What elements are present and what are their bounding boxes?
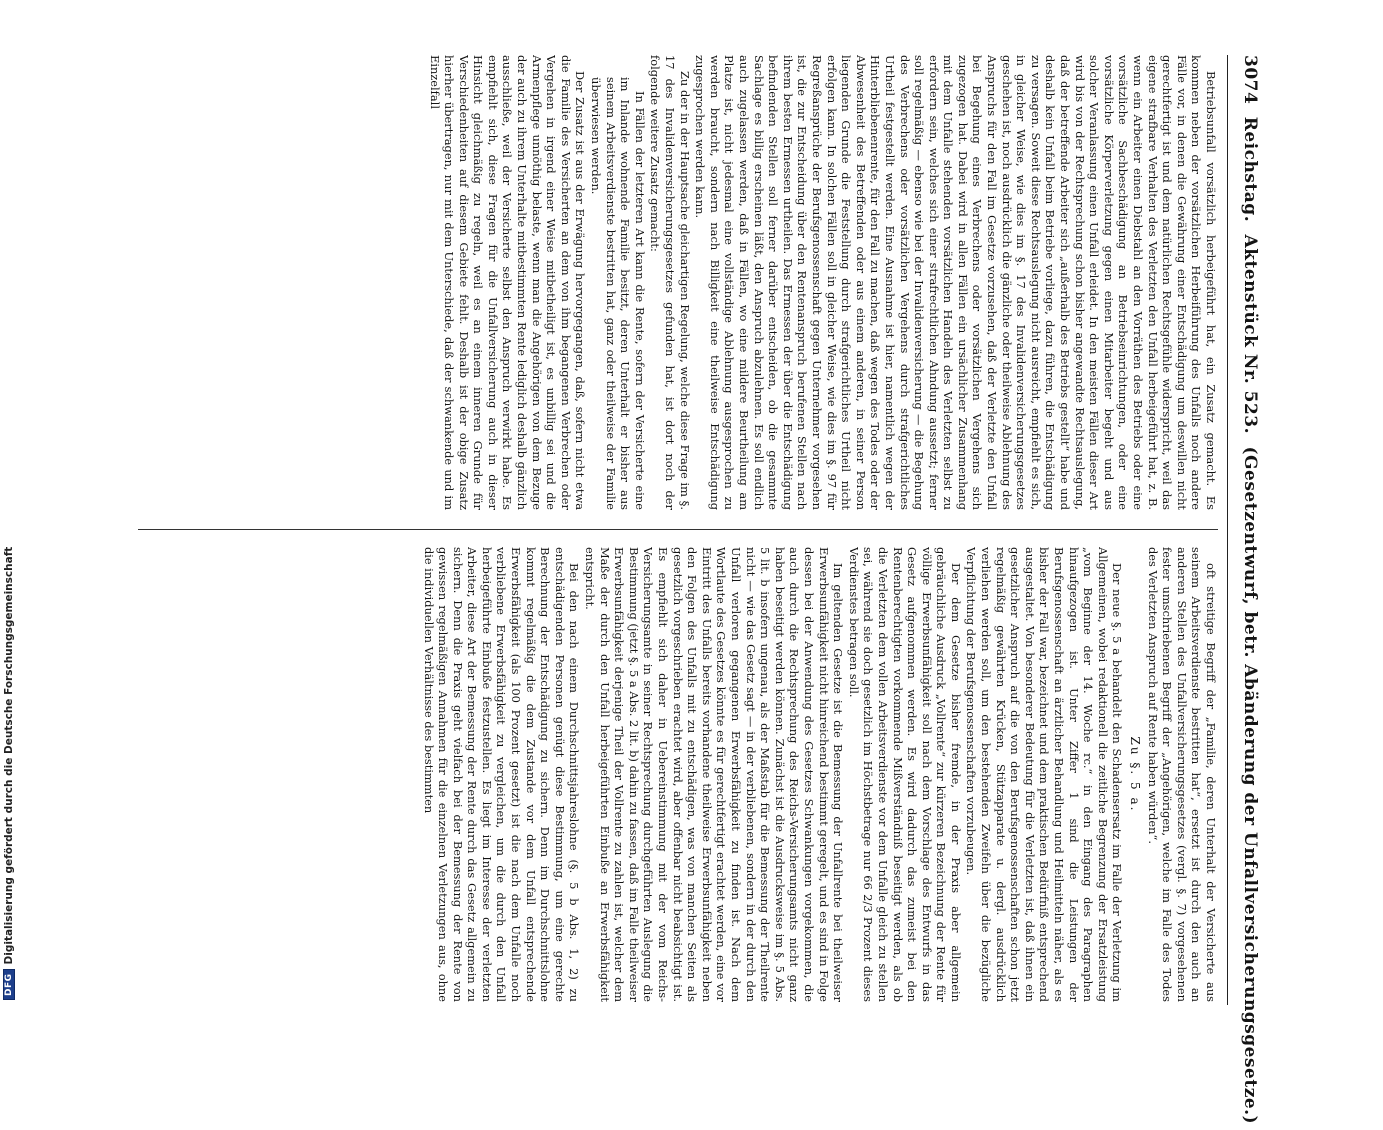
column-divider	[138, 529, 1218, 530]
right-column	[78, 547, 1218, 1002]
scanned-page	[70, 55, 1260, 1125]
document-subject: (Gesetzentwurf, betr. Abänderung der Unfallversicherungsgesetze.)	[1240, 446, 1260, 1125]
header-rule	[1227, 55, 1228, 1005]
paragraph: Der Zusatz ist aus der Erwägung hervorgegangen, daß, sofern nicht etwa die Familie des Versicherten an dem von ihm begangenen Verbrechen oder Vergehen in irgend einer Weise mitbetheiligt ist, es unbillig sei und die Armenpflege unnöthig belaste, wenn man die Angehörigen von dem Bezuge der auch zu ihrem Unterhalte mitbestimmten Rente lediglich deshalb gänzlich ausschließe, weil der Versicherte selbst den Anspruch verwirkt habe. Es empfiehlt sich, diese Fragen für die Unfallversicherung auch in dieser Hinsicht gleichmäßig zu regeln, weil es an einem inneren Grunde für Verschiedenheiten auf diesem Gebiete fehlt. Deshalb ist der obige Zusatz hierher übertragen, nur mit dem Unterschiede, daß der schwankende und im Einzelfall	[427, 55, 588, 510]
funding-note-text: Digitalisierung gefördert durch die Deutsche Forschungsgemeinschaft	[3, 546, 15, 965]
paragraph: Zu der in der Hauptsache gleichartigen Regelung, welche diese Frage im §. 17 des Invalidenversicherungsgesetzes gefunden hat, ist dort noch der folgende weitere Zusatz gemacht:	[648, 55, 692, 510]
funding-note	[3, 547, 15, 1000]
quoted-paragraph: In Fällen der letzteren Art kann die Rente, sofern der Versicherte eine im Inlande wohnende Familie besitzt, deren Unterhalt er bisher aus seinem Arbeitsverdienste bestritten hat, ganz oder theilweise der Familie überwiesen werden.	[589, 77, 647, 510]
paragraph: Der dem Gesetze bisher fremde, in der Praxis aber allgemein gebräuchliche Ausdruck „Vollrente“ zur kürzeren Bezeichnung der Rente für völlige Erwerbsunfähigkeit soll nach dem Vorschlage des Entwurfs in das Gesetz aufgenommen werden. Es wird dadurch das zumeist bei den Rentenberechtigten vorkommende Mißverständniß beseitigt werden, als ob die Verletzten dem vollen Arbeitsverdienste vor dem Unfalle gleich zu stellen sei, während sie doch gesetzlich im Höchstbetrage nur 66 2/3 Prozent dieses Verdienstes betragen soll.	[846, 547, 963, 1002]
paragraph: Bei den nach einem Durchschnittsjahreslohne (§. 5 b Abs. 1, 2) zu entschädigenden Personen genügt diese Bestimmung, um eine gerechte Berechnung der Entschädigung zu sichern. Denn im Durchschnittslohne kommt regelmäßig die dem Zustande vor dem Unfall entsprechende Erwerbsfähigkeit (als 100 Prozent gesetzt) ist die nach dem Unfalle noch verbliebene Erwerbsfähigkeit zu vergleichen, um die durch den Unfall herbeigeführte Einbuße festzustellen. Es liegt im Interesse der verletzten Arbeiter, diese Art der Bemessung der Rente durch das Gesetz allgemein zu sichern. Denn die Praxis geht vielfach bei der Bemessung der Rente von gewissen regelmäßigen Annahmen für die einzelnen Verletzungen aus, ohne die individuellen Verhältnisse des bestimmten	[421, 547, 582, 1002]
left-column	[78, 55, 1218, 510]
running-head	[1230, 55, 1260, 1125]
paragraph: Der neue §. 5 a behandelt den Schadensersatz im Falle der Verletzung im Allgemeinen, wobei redaktionell die zeitliche Begrenzung der Ersatzleistung „vom Beginne der 14. Woche rc.“ in den Eingang des Paragraphen hinaufgezogen ist. Unter Ziffer 1 sind die Leistungen der Berufsgenossenschaft an ärztlicher Behandlung und Heilmitteln näher, als es bisher der Fall war, bezeichnet und dem praktischen Bedürfniß entsprechend ausgestaltet. Von besonderer Bedeutung für die Verletzten ist, daß ihnen ein gesetzlicher Anspruch auf die von den Berufsgenossenschaften schon jetzt regelmäßig gewährten Krücken, Stützapparate u. dergl. ausdrücklich verliehen werden soll, um den bestehenden Zweifeln über die bezügliche Verpflichtung der Berufsgenossenschaften vorzubeugen.	[964, 547, 1125, 1002]
section-heading: Zu §. 5 a.	[1128, 736, 1143, 813]
document-label: Aktenstück Nr. 523.	[1240, 234, 1260, 435]
dfg-logo-icon: DFG	[3, 969, 15, 1000]
publication-title: Reichstag.	[1240, 116, 1260, 223]
page-number: 3074	[1240, 55, 1260, 105]
paragraph: Im geltenden Gesetze ist die Bemessung der Unfallrente bei theilweiser Erwerbsunfähigkeit nicht hinreichend bestimmt geregelt, und es sind in Folge dessen bei der Anwendung des Gesetzes Schwankungen vorgekommen, die auch durch die Rechtsprechung des Reichs-Versicherungsamts nicht ganz haben beseitigt werden können. Zunächst ist die Ausdrucksweise im §. 5 Abs. 5 lit. b insofern ungenau, als der Maßstab für die Bemessung der Theilrente nicht — wie das Gesetz sagt — in der verbliebenen, sondern in der durch den Unfall verloren gegangenen Erwerbsfähigkeit zu finden ist. Nach dem Wortlaute des Gesetzes könnte es für gerechtfertigt erachtet werden, eine vor Eintritt des Unfalls bereits vorhandene theilweise Erwerbsunfähigkeit neben den Folgen des Unfalls mit zu entschädigen, was von manchen Seiten als gesetzlich vorgeschrieben erachtet wird, aber offenbar nicht beabsichtigt ist. Es empfiehlt sich daher in Uebereinstimmung mit der vom Reichs-Versicherungsamte in seiner Rechtsprechung durchgeführten Auslegung die Bestimmung (jetzt §. 5 a Abs. 2 lit. b) dahin zu fassen, daß im Falle theilweiser Erwerbsunfähigkeit derjenige Theil der Vollrente zu zahlen ist, welcher dem Maße der durch den Unfall herbeigeführten Einbuße an Erwerbsfähigkeit entspricht.	[583, 547, 846, 1002]
paragraph: Betriebsunfall vorsätzlich herbeigeführt hat, ein Zusatz gemacht. Es kommen neben der vorsätzlichen Herbeiführung des Unfalls noch andere Fälle vor, in denen die Gewährung einer Entschädigung um deswillen nicht gerechtfertigt ist und dem natürlichen Rechtsgefühle widerspricht, weil das eigene strafbare Verhalten des Verletzten den Unfall herbeigeführt hat, z. B. wenn ein Arbeiter einen Diebstahl an den Vorräthen des Betriebs oder eine vorsätzliche Sachbeschädigung an Betriebseinrichtungen, oder eine vorsätzliche Körperverletzung gegen einen Mitarbeiter begeht und aus solcher Veranlassung einen Unfall erleidet. In den meisten Fällen dieser Art wird bis von der Rechtsprechung schon bisher angewandte Rechtsauslegung, daß der betreffende Arbeiter sich „außerhalb des Betriebs gestellt“ habe und deshalb kein Unfall beim Betriebe vorliege, dazu führen, die Entschädigung zu versagen. Soweit diese Rechtsauslegung nicht ausreicht, empfiehlt es sich, in gleicher Weise, wie dies im §. 17 des Invalidenversicherungsgesetzes geschehen ist, noch ausdrücklich die gänzliche oder theilweise Ablehnung des Anspruchs für den Fall im Gesetze vorzusehen, daß der Verletzte den Unfall bei Begehung eines Verbrechens oder vorsätzlichen Vergehens sich zugezogen hat. Dabei wird in allen Fällen ein ursächlicher Zusammenhang mit dem Unfalle stehenden vorsätzlichen Handeln des Verletzten selbst zu erfordern sein, welches sich einer strafrechtlichen Ahndung aussetzt; ferner soll regelmäßig — ebenso wie bei der Invalidenversicherung — die Begehung des Verbrechens oder vorsätzlichen Vergehens durch strafgerichtliches Urtheil festgestellt werden. Eine Ausnahme ist hier, namentlich wegen der Hinterbliebenenrente, für den Fall zu machen, daß wegen des Todes oder der Abwesenheit des Betreffenden oder aus einem anderen, in seiner Person liegenden Grunde die Feststellung durch strafgerichtliches Urtheil nicht erfolgen kann. In solchen Fällen soll in gleicher Weise, wie dies im §. 97 für Regreßansprüche der Berufsgenossenschaft gegen Unternehmer vorgesehen ist, die zur Entscheidung über den Rentenanspruch berufenen Stellen nach ihrem besten Ermessen urtheilen. Das Ermessen der über die Entschädigung befindenden Stellen soll ferner darüber entscheiden, ob die gesammte Sachlage es billig erscheinen läßt, den Anspruch abzulehnen. Es soll endlich auch zugelassen werden, daß in Fällen, wo eine mildere Beurtheilung am Platze ist, nicht jedesmal eine vollständige Ablehnung ausgesprochen zu werden braucht, sondern nach Billigkeit eine theilweise Entschädigung zugesprochen werden kann.	[693, 55, 1218, 510]
paragraph: oft streitige Begriff der „Familie, deren Unterhalt der Versicherte aus seinem Arbeitsverdienste bestritten hat“, ersetzt ist durch den auch an anderen Stellen des Unfallversicherungsgesetzes (vergl. §. 7) vorgesehenen fester umschriebenen Begriff der „Angehörigen, welche im Falle des Todes des Verletzten Anspruch auf Rente haben würden“.	[1145, 547, 1218, 1002]
